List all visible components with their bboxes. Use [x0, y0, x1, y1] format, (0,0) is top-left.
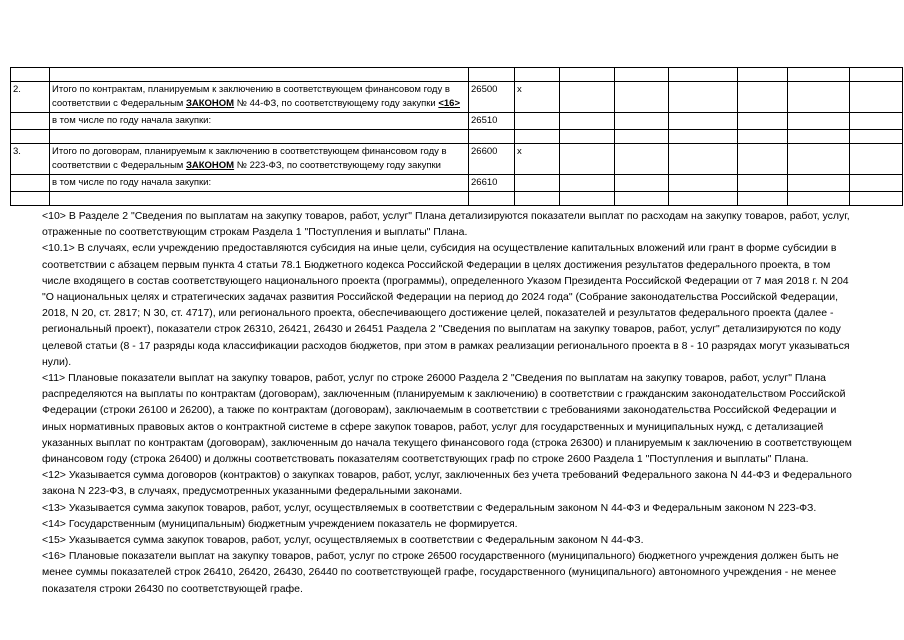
row-year: x [515, 82, 560, 113]
row-year [515, 175, 560, 192]
footnote-link[interactable]: <16> [438, 98, 461, 109]
table-row [11, 192, 903, 206]
footnote-12: <12> Указывается сумма договоров (контрактов) о закупках товаров, работ, услуг, заключенных без учета требований Федерального закона N 44-ФЗ и Федерального закона N 223-ФЗ, в случаях, предусмотренных указанными федеральными законами. [42, 469, 852, 498]
table-row [11, 144, 903, 175]
table-row [11, 82, 903, 113]
footnote-10: <10> В Разделе 2 "Сведения по выплатам на закупку товаров, работ, услуг" Плана детализируются показатели выплат по расходам на закупку товаров, работ, услуг, отраженные по соответствующим строкам Раздела 1 "Поступления и выплаты" Плана. [42, 210, 850, 239]
row-code: 26600 [469, 144, 515, 175]
footnote-10-1: <10.1> В случаях, если учреждению предоставляются субсидия на иные цели, субсидия на осуществление капитальных вложений или грант в форме субсидии в соответствии с абзацем первым пункта 4 статьи 78.1 Бюджетного кодекса Российской Федерации в целях достижения результатов федерального проекта, в том числе входящего в состав соответствующего национального проекта (программы), определенного Указом Президента Российской Федерации от 7 мая 2018 г. N 204 "О национальных целях и стратегических задачах развития Российской Федерации на период до 2024 года" (Собрание законодательства Российской Федерации, 2018, N 20, ст. 2817; N 30, ст. 4717), или регионального проекта, обеспечивающего достижение целей, показателей и результатов федерального проекта (далее - региональный проект), показатели строк 26310, 26421, 26430 и 26451 Раздела 2 "Сведения по выплатам на закупку товаров, работ, услуг" детализируются по коду целевой статьи (8 - 17 разряды кода классификации расходов бюджетов, при этом в рамках реализации регионального проекта в 8 - 10 разрядах могут указываться нули). [42, 242, 850, 368]
footnote-11: <11> Плановые показатели выплат на закупку товаров, работ, услуг по строке 26000 Раздела 2 "Сведения по выплатам на закупку товаров, работ, услуг" Плана распределяются на выплаты по контрактам (договорам), заключенным (планируемым к заключению) в соответствии с гражданским законодательством Российской Федерации (строки 26100 и 26200), а также по контрактам (договорам), заключаемым в соответствии с требованиями законодательства Российской Федерации и иных нормативных правовых актов о контрактной системе в сфере закупок товаров, работ, услуг для государственных и муниципальных нужд, с детализацией указанных выплат по контрактам (договорам), заключенным до начала текущего финансового года (строка 26300) и планируемым к заключению в соответствующем финансовом году (строка 26400) и должны соответствовать показателям соответствующих граф по строке 2600 Раздела 1 "Поступления и выплаты" Плана. [42, 372, 852, 466]
row-description: Итого по договорам, планируемым к заключению в соответствующем финансовом году в соответствии с Федеральным ЗАКОНОМ № 223-ФЗ, по соответствующему году закупки [50, 144, 469, 175]
table-row [11, 175, 903, 192]
footnote-14: <14> Государственным (муниципальным) бюджетным учреждением показатель не формируется. [42, 517, 518, 530]
table-row [11, 130, 903, 144]
row-description: Итого по контрактам, планируемым к заключению в соответствующем финансовом году в соответствии с Федеральным ЗАКОНОМ № 44-ФЗ, по соответствующему году закупки <16> [50, 82, 469, 113]
row-year: x [515, 144, 560, 175]
footnote-16: <16> Плановые показатели выплат на закупку товаров, работ, услуг по строке 26500 государственного (муниципального) бюджетного учреждения должен быть не менее суммы показателей строк 26410, 26420, 26430, 26440 по соответствующей графе, государственного (муниципального) автономного учреждения - не менее показателя строки 26430 по соответствующей графе. [42, 550, 839, 595]
row-year [515, 113, 560, 130]
footnote-13: <13> Указывается сумма закупок товаров, работ, услуг, осуществляемых в соответствии с Федеральным законом N 44-ФЗ и Федеральным законом N 223-ФЗ. [42, 501, 817, 514]
row-description: в том числе по году начала закупки: [50, 175, 469, 192]
procurement-table [10, 67, 903, 206]
table-row [11, 113, 903, 130]
row-description: в том числе по году начала закупки: [50, 113, 469, 130]
table-row [11, 68, 903, 82]
row-number: 2. [11, 82, 50, 113]
row-number [11, 175, 50, 192]
law-link[interactable]: ЗАКОНОМ [185, 160, 235, 171]
row-code: 26610 [469, 175, 515, 192]
row-number [11, 113, 50, 130]
footnote-15: <15> Указывается сумма закупок товаров, работ, услуг, осуществляемых в соответствии с Федеральным законом N 44-ФЗ. [42, 534, 644, 547]
law-link[interactable]: ЗАКОНОМ [185, 98, 235, 109]
row-code: 26500 [469, 82, 515, 113]
footnotes [42, 208, 854, 597]
row-number: 3. [11, 144, 50, 175]
row-code: 26510 [469, 113, 515, 130]
